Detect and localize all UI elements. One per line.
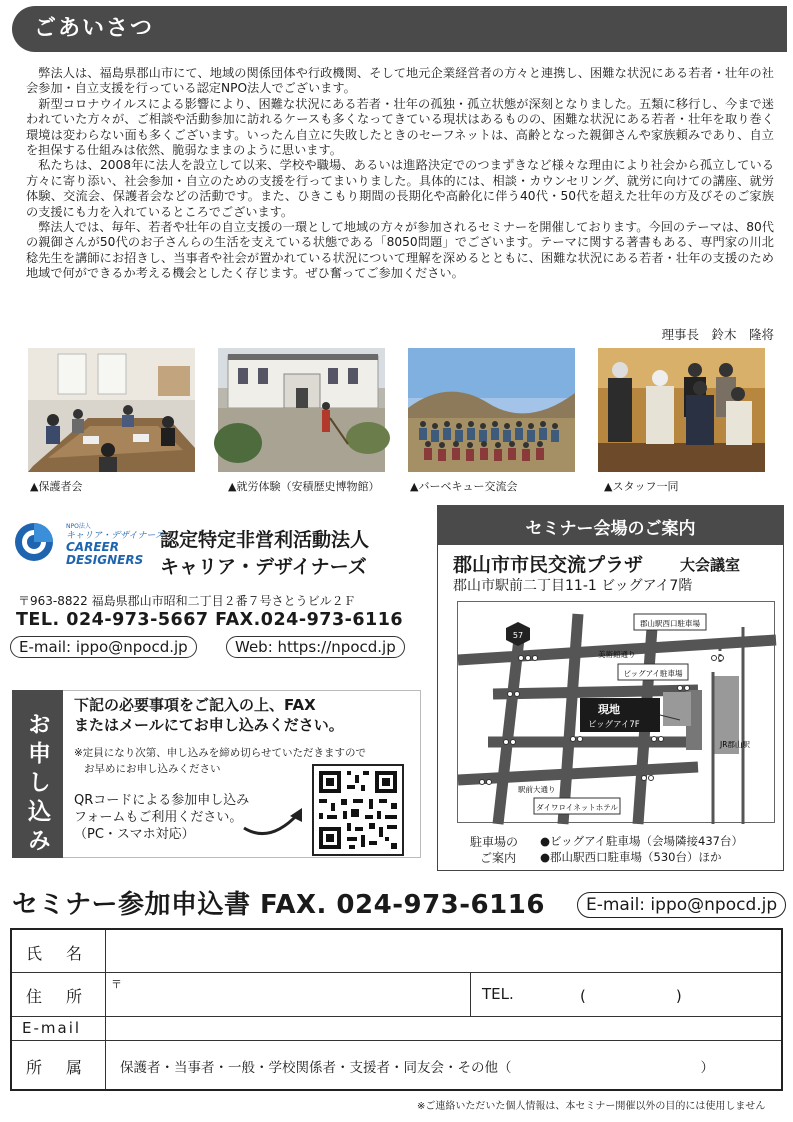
registration-form <box>10 928 783 1091</box>
map-site-sub: ビッグアイ7F <box>588 720 640 730</box>
parking-item: ●郡山駅西口駐車場（530台）ほか <box>540 850 722 864</box>
org-address: 〒963-8822 福島県郡山市昭和二丁目２番７号さとうビル２Ｆ <box>18 594 356 608</box>
career-designers-logo <box>14 518 164 567</box>
form-title: セミナー参加申込書 FAX. 024-973-6116 <box>12 890 545 920</box>
logo-npo-text: NPO法人 <box>66 523 91 530</box>
venue-header: セミナー会場のご案内 <box>525 519 696 539</box>
photo-parents-meeting <box>28 348 195 472</box>
org-name-block <box>160 527 369 581</box>
tel-field[interactable] <box>532 974 777 1014</box>
greeting-body <box>26 66 774 282</box>
name-field[interactable] <box>107 932 779 970</box>
email-field[interactable] <box>107 1018 779 1039</box>
photo-bbq-event <box>408 348 575 472</box>
greeting-paragraph: 新型コロナウイルスによる影響により、困難な状況にある若者・壮年の孤独・孤立状態が深刻となりました。五類に移行し、今まで迷われていた方々が、ご相談や活動参加に訪れるケースも多くなってきている現状はあるものの、困難な状況にある若者・壮年を取り巻く環境は変わらない面も多くございます。いったん自立に失敗したときのセーフネットは、高齢となった親御さんや家族頼みであり、自立を担保する仕組みは依然、脆弱なままのように思います。 <box>26 96 774 158</box>
logo-en-text: DESIGNERS <box>66 553 144 567</box>
apply-side-label: お申し込み <box>24 712 50 857</box>
apply-note: ※定員になり次第、申し込みを締め切らせていただきますので <box>74 747 366 759</box>
apply-qr-text: QRコードによる参加申し込み <box>74 793 250 808</box>
org-name: キャリア・デザイナーズ <box>160 556 367 578</box>
tel-parens: ( ) <box>580 987 682 1005</box>
route-57-label: 57 <box>512 631 524 640</box>
photo-caption: ▲バーベキュー交流会 <box>410 480 518 493</box>
parking-label: 駐車場の <box>470 835 519 849</box>
photo-work-experience <box>218 348 385 472</box>
apply-note: お早めにお申し込みください <box>84 763 221 775</box>
postal-mark: 〒 <box>111 978 122 991</box>
map-label: 駅前大通り <box>518 785 556 794</box>
affiliation-options[interactable]: 保護者・当事者・一般・学校関係者・支援者・同友会・その他（ ） <box>120 1060 714 1076</box>
address-label: 住 所 <box>26 987 87 1006</box>
map-label: 郡山駅西口駐車場 <box>640 619 700 628</box>
form-email-link[interactable]: E-mail: ippo@npocd.jp <box>577 892 786 918</box>
org-type: 認定特定非営利活動法人 <box>160 529 370 551</box>
org-email-link[interactable]: E-mail: ippo@npocd.jp <box>10 636 197 658</box>
greeting-paragraph: 弊法人では、毎年、若者や壮年の自立支援の一環として地域の方々が参加されるセミナーを開催しております。今回のテーマは、80代の親御さんが50代のお子さんらの生活を支えている状態である「8050問題」でございます。テーマに関する著書もある、専門家の川北稔先生を講師にお招きし、当事者や社会が置かれている状況について理解を深めるとともに、困難な状況にある若者・壮年の支援のため地域で何ができるか考える機会としたく存じます。ぜひ奮ってご参加ください。 <box>26 220 774 281</box>
parking-item: ●ビッグアイ駐車場（会場隣接437台） <box>540 834 743 848</box>
affiliation-label: 所 属 <box>26 1058 87 1077</box>
greeting-paragraph: 私たちは、2008年に法人を設立して以来、学校や職場、あるいは進路決定でのつまずきなど様々な理由により社会から孤立している方々に寄り添い、社会参加・自立のための支援を行ってまいりました。具体的には、相談・カウンセリング、就労に向けての講座、就労体験、交流会、保護者会などの活動です。また、ひきこもり期間の長期化や高齢化に伴う40代・50代を超えた壮年の方及びそのご家族の支援にも力を入れているところでございます。 <box>26 158 774 219</box>
photo-caption: ▲スタッフ一同 <box>604 480 679 493</box>
photo-caption: ▲保護者会 <box>30 480 83 493</box>
signature: 理事長 鈴木 隆将 <box>661 327 774 342</box>
apply-qr-text: フォームもご利用ください。 <box>74 810 243 825</box>
map-label: ビッグアイ駐車場 <box>623 669 683 678</box>
venue-address: 郡山市駅前二丁目11-1 ビッグアイ7階 <box>453 578 693 594</box>
logo-jp-text: キャリア・デザイナーズ <box>66 531 164 541</box>
name-label: 氏 名 <box>26 944 87 963</box>
photo-staff <box>598 348 765 472</box>
greeting-title: ごあいさつ <box>34 16 155 41</box>
apply-qr-text: （PC・スマホ対応） <box>74 827 195 842</box>
map-site-label: 現地 <box>598 703 620 716</box>
parking-label: ご案内 <box>480 851 517 865</box>
org-tel-fax: TEL. 024-973-5667 FAX.024-973-6116 <box>16 610 404 630</box>
logo-en-text: CAREER <box>66 540 119 554</box>
apply-instruction: またはメールにてお申し込みください。 <box>74 716 344 734</box>
address-field[interactable] <box>107 974 467 1014</box>
privacy-note: ※ご連絡いただいた個人情報は、本セミナー開催以外の目的には使用しません <box>417 1101 766 1112</box>
qr-code[interactable] <box>313 765 403 855</box>
greeting-paragraph: 弊法人は、福島県郡山市にて、地域の関係団体や行政機関、そして地元企業経営者の方々と連携し、困難な状況にある若者・壮年の社会参加・自立支援を行っている認定NPO法人でございます。 <box>26 66 774 96</box>
venue-room: 大会議室 <box>680 556 741 574</box>
map-label: 美術館通り <box>598 650 636 659</box>
venue-map <box>457 601 775 823</box>
map-label: ダイワロイネットホテル <box>536 803 618 812</box>
tel-label: TEL. <box>482 985 514 1003</box>
venue-name: 郡山市市民交流プラザ <box>453 554 644 576</box>
photo-caption: ▲就労体験（安積歴史博物館） <box>228 480 380 493</box>
org-web-link[interactable]: Web: https://npocd.jp <box>226 636 405 658</box>
apply-instruction: 下記の必要事項をご記入の上、FAX <box>74 696 316 714</box>
curved-arrow-icon <box>240 800 308 840</box>
email-label: E-mail <box>22 1019 82 1037</box>
map-label: JR郡山駅 <box>720 740 750 749</box>
